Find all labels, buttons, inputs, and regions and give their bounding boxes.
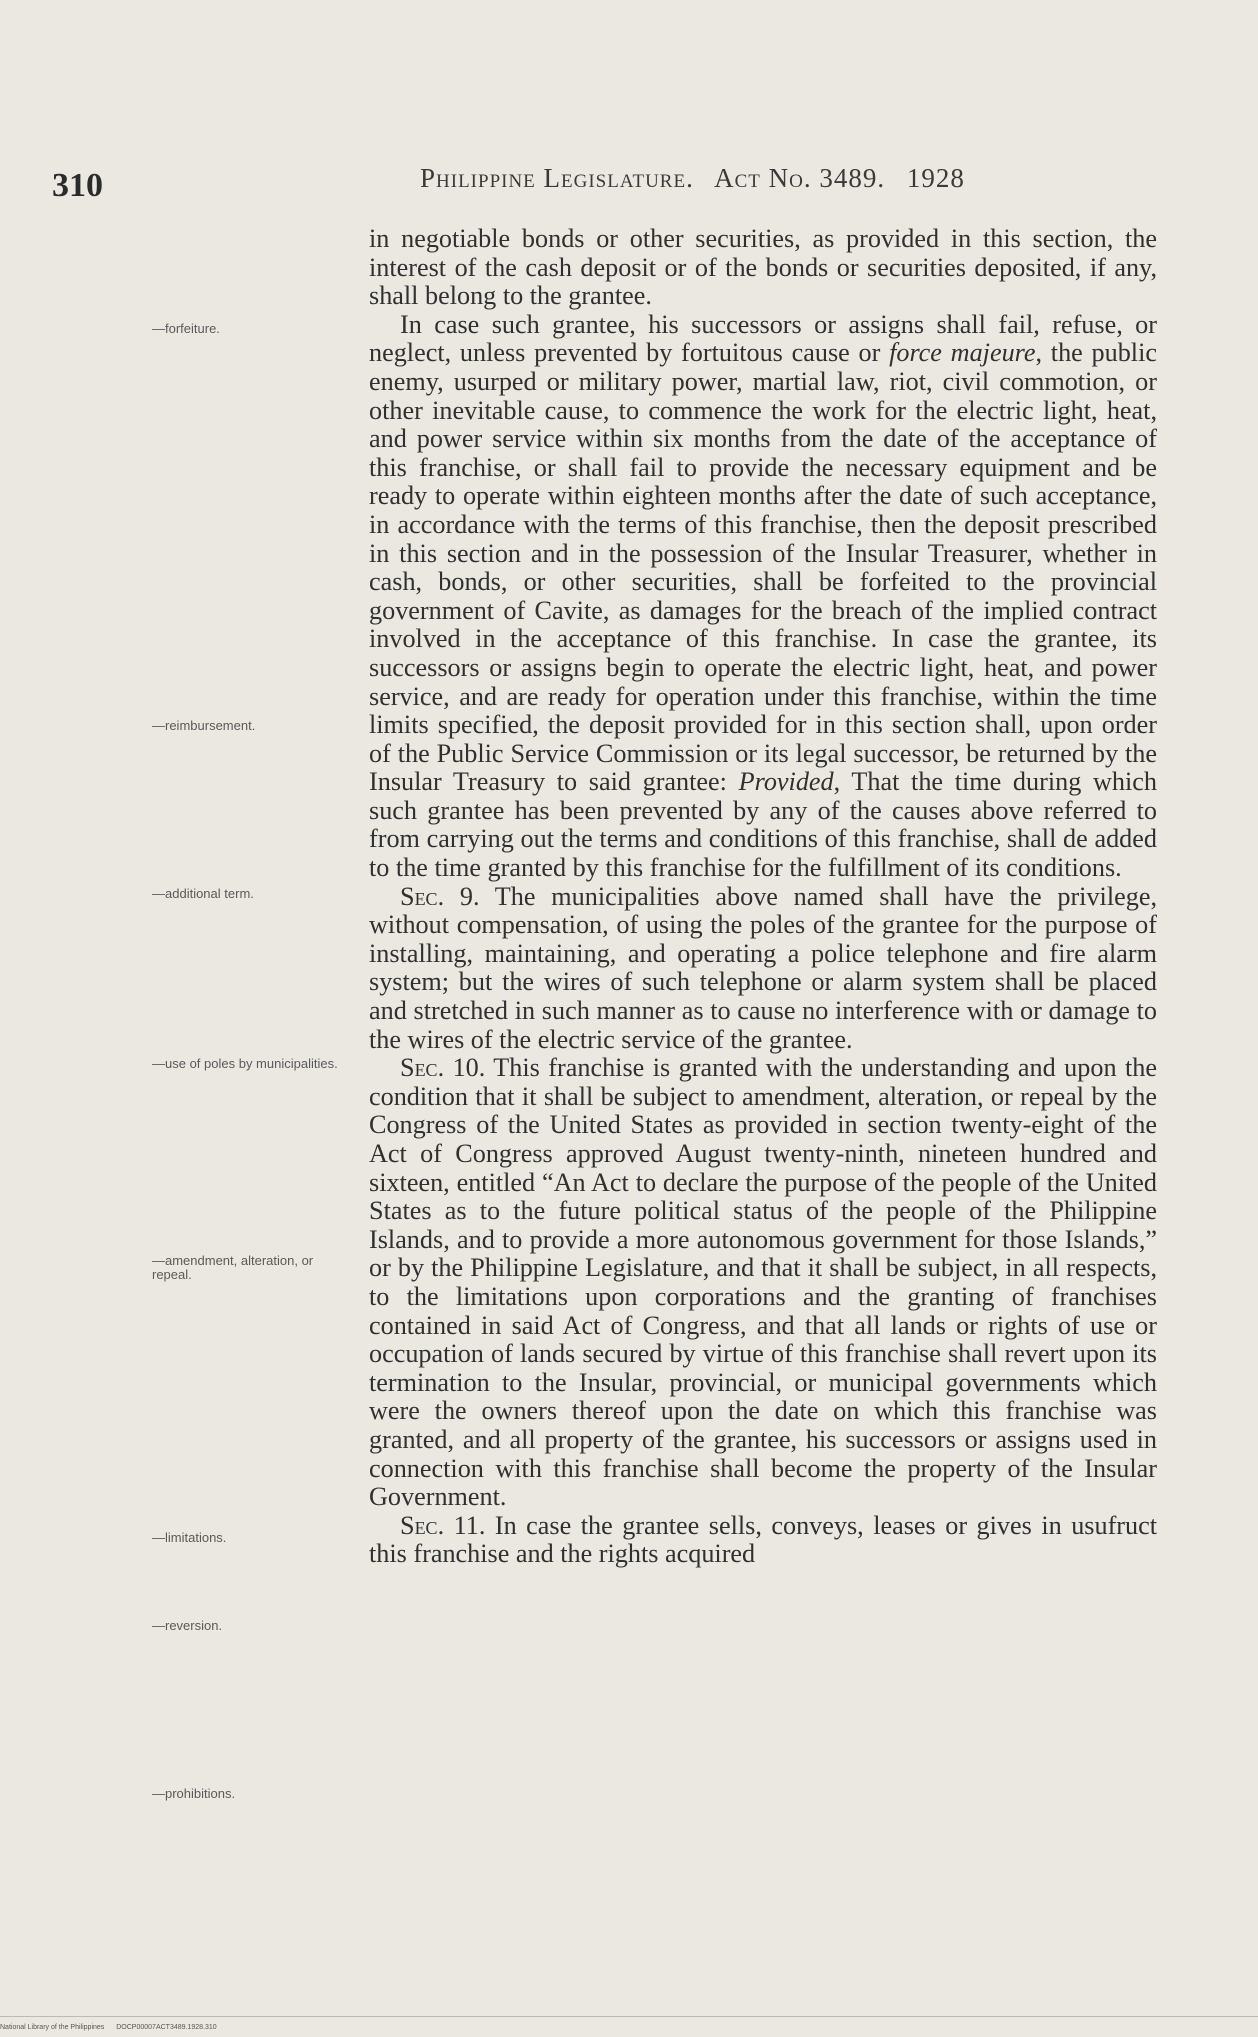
margin-note-amendment: —amendment, alteration, or repeal. xyxy=(152,1253,314,1282)
margin-note-additional-term: —additional term. xyxy=(152,886,254,901)
running-head-act: Act No. 3489. xyxy=(714,163,886,193)
footer-library: National Library of the Philippines xyxy=(0,2024,105,2031)
section-10-label: Sec. 10. xyxy=(400,1053,486,1083)
margin-note-forfeiture: —forfeiture. xyxy=(152,321,220,336)
margin-note-prohibitions: —prohibitions. xyxy=(152,1786,236,1801)
scan-bottom-rule xyxy=(0,2016,1258,2017)
section-10: Sec. 10. This franchise is granted with the understanding and upon the condition that it shall be subject to amendment, alteration, or repeal by the Congress of the United States as provided in section twenty-eight of the Act of Congress approved August twenty-ninth, nineteen hundred and sixteen, entitled “An Act to declare the purpose of the people of the United States as to the future political status of the people of the Philippine Islands, and to provide a more autonomous government for those Islands,” or by the Philippine Legislature, and that it shall be subject, in all respects, to the limitations upon corporations and the granting of franchises contained in said Act of Congress, and that all lands or rights of use or occupation of lands secured by virtue of this franchise shall revert upon its termination to the Insular, provincial, or municipal governments which were the owners thereof upon the date on which this franchise was granted, and all property of the grantee, his successors or assigns used in connection with this franchise shall become the property of the Insular Government. xyxy=(369,1053,1157,1512)
margin-note-reversion: —reversion. xyxy=(152,1618,223,1633)
margin-note-limitations: —limitations. xyxy=(152,1530,227,1545)
paragraph-forfeiture: In case such grantee, his successors or assigns shall fail, refuse, or neglect, unless prevented by fortuitous cause or force majeure, the public enemy, usurped or military power, martial law, riot, civil commotion, or other inevitable cause, to commence the work for the electric light, heat, and power service within six months from the date of the acceptance of this franchise, or shall fail to provide the necessary equipment and be ready to operate within eighteen months after the date of such acceptance, in accordance with the terms of this franchise, then the deposit prescribed in this section and in the possession of the Insular Treasurer, whether in cash, bonds, or other securities, shall be forfeited to the provincial government of Cavite, as damages for the breach of the implied contract involved in the acceptance of this franchise. In case the grantee, its successors or assigns begin to operate the electric light, heat, and power service, and are ready for operation under this franchise, within the time limits specified, the deposit provided for in this section shall, upon order of the Public Service Commission or its legal successor, be returned by the Insular Treasury to said grantee: Provided, That the time during which such grantee has been prevented by any of the causes above referred to from carrying out the terms and conditions of this franchise, shall de added to the time granted by this franchise for the fulfillment of its conditions. xyxy=(369,309,1157,883)
running-head-title: Philippine Legislature. xyxy=(420,163,694,193)
running-head-year: 1928 xyxy=(906,163,965,193)
paragraph-deposit-interest: in negotiable bonds or other securities, as provided in this section, the interest of the cash deposit or of the bonds or securities deposited, if any, shall belong to the grantee. xyxy=(369,224,1157,311)
running-head xyxy=(420,163,1100,194)
body-text xyxy=(369,225,1157,1569)
margin-note-use-of-poles: —use of poles by municipalities. xyxy=(152,1056,338,1071)
margin-note-reimbursement: —reimbursement. xyxy=(152,718,256,733)
section-11: Sec. 11. In case the grantee sells, conveys, leases or gives in usufruct this franchise and the rights acquired xyxy=(369,1510,1158,1569)
section-9-label: Sec. 9. xyxy=(400,881,480,911)
footer-credit xyxy=(0,2024,227,2031)
section-11-label: Sec. 11. xyxy=(400,1510,486,1540)
footer-id: DOCP00007ACT3489.1928.310 xyxy=(116,2024,217,2031)
section-9: Sec. 9. The municipalities above named shall have the privilege, without compensation, of using the poles of the grantee for the purpose of installing, maintaining, and operating a police telephone and fire alarm system; but the wires of such telephone or alarm system shall be placed and stretched in such manner as to cause no interference with or damage to the wires of the electric service of the grantee. xyxy=(369,881,1157,1054)
page-number: 310 xyxy=(52,167,103,204)
